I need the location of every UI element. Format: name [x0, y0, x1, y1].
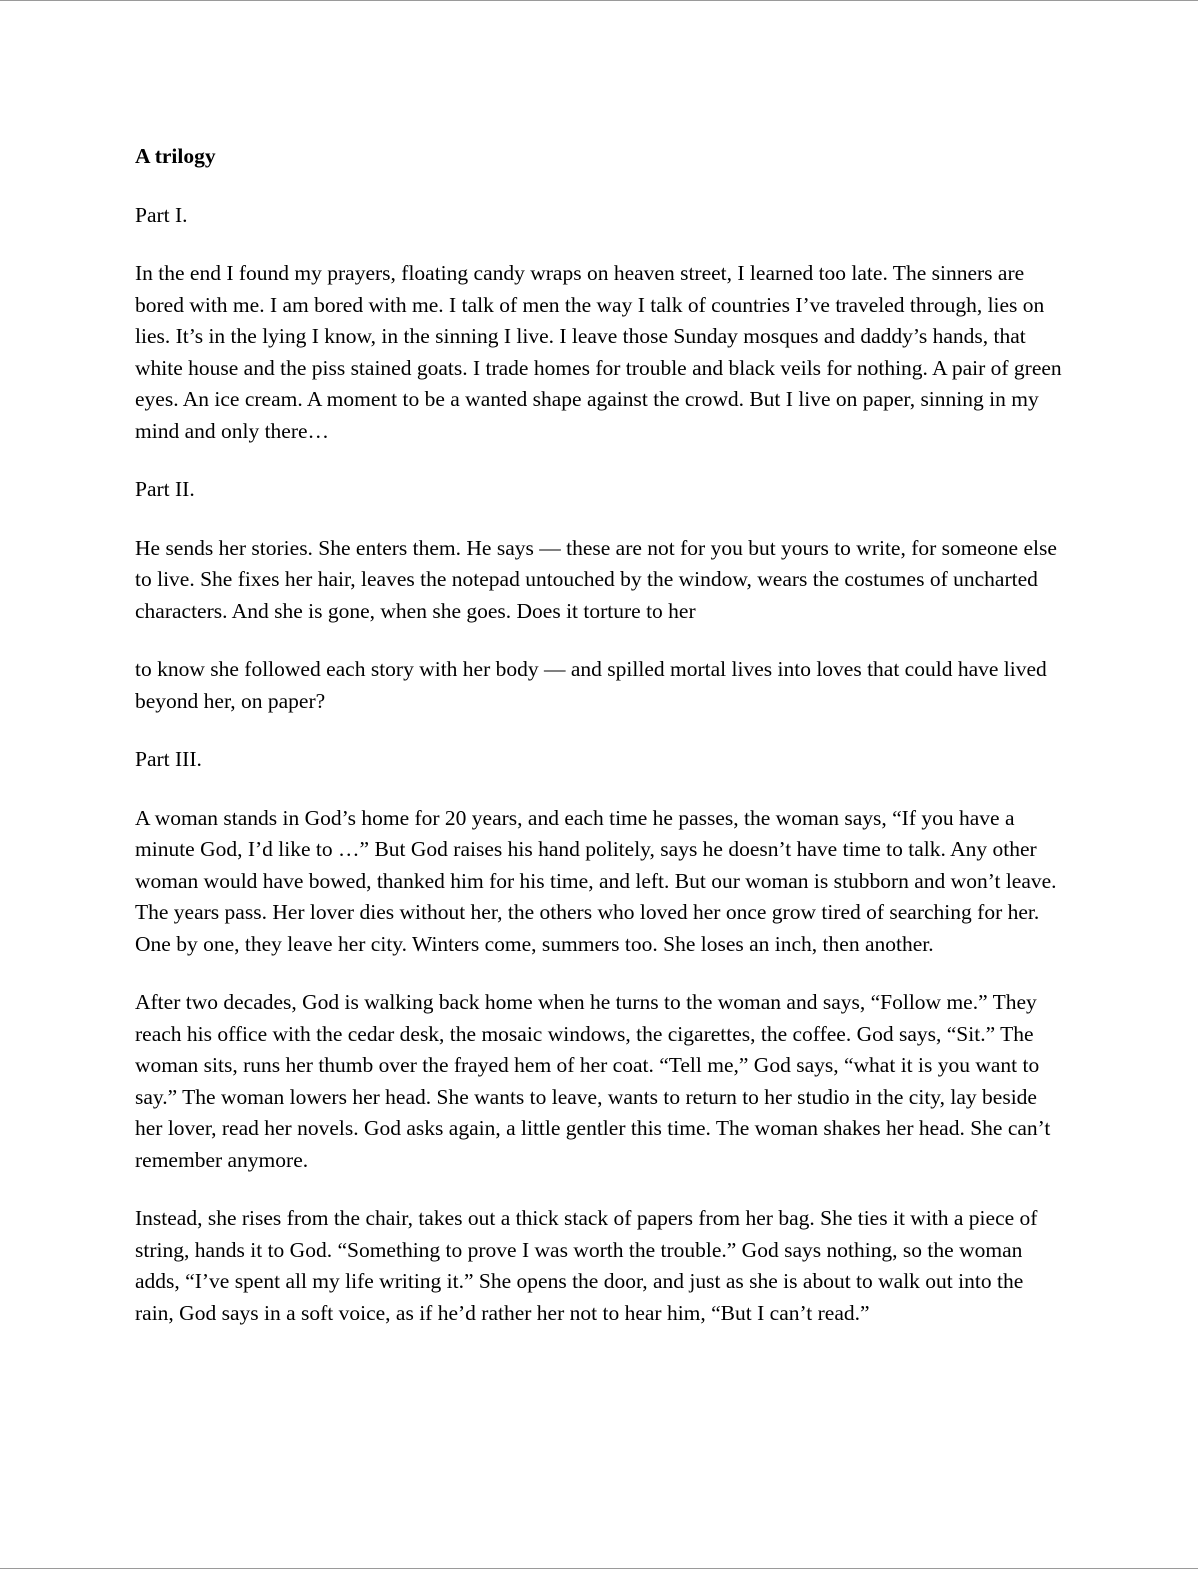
part-2-heading: Part II. — [135, 477, 195, 501]
document-page — [135, 141, 1065, 1356]
part-3-paragraph-3: Instead, she rises from the chair, takes out a thick stack of papers from her bag. She ties it with a piece of string, hands it to God. “Something to prove I was worth the trouble.” God says nothing, so the woman adds, “I’ve spent all my life writing it.” She opens the door, and just as she is about to walk out into the rain, God says in a soft voice, as if he’d rather her not to hear him, “But I can’t read.” — [135, 1206, 1038, 1325]
part-1-heading: Part I. — [135, 202, 188, 227]
document-title: A trilogy — [135, 144, 216, 168]
part-2-paragraph-2: to know she followed each story with her body — and spilled mortal lives into loves that could have lived beyond her, on paper? — [135, 657, 1047, 713]
part-3-paragraph-2: After two decades, God is walking back home when he turns to the woman and says, “Follow me.” They reach his office with the cedar desk, the mosaic windows, the cigarettes, the coffee. God says, “Sit.” The woman sits, runs her thumb over the frayed hem of her coat. “Tell me,” God says, “what it is you want to say.” The woman lowers her head. She wants to leave, wants to return to her studio in the city, lay beside her lover, read her novels. God asks again, a little gentler this time. The woman shakes her head. She can’t remember anymore. — [135, 990, 1051, 1172]
part-2-paragraph-1: He sends her stories. She enters them. He says — these are not for you but yours to write, for someone else to live. She fixes her hair, leaves the notepad untouched by the window, wears the costumes of uncharted characters. And she is gone, when she goes. Does it torture to her — [135, 535, 1057, 623]
page-top-edge — [0, 0, 1198, 1]
part-1-paragraph-1: In the end I found my prayers, floating candy wraps on heaven street, I learned too late. The sinners are bored with me. I am bored with me. I talk of men the way I talk of countries I’ve traveled through, lies on lies. It’s in the lying I know, in the sinning I live. I leave those Sunday mosques and daddy’s hands, that white house and the piss stained goats. I trade homes for trouble and black veils for nothing. A pair of green eyes. An ice cream. A moment to be a wanted shape against the crowd. But I live on paper, sinning in my mind and only there… — [135, 261, 1062, 443]
part-3-heading: Part III. — [135, 747, 202, 771]
part-3-paragraph-1: A woman stands in God’s home for 20 years, and each time he passes, the woman says, “If you have a minute God, I’d like to …” But God raises his hand politely, says he doesn’t have time to talk. Any other woman would have bowed, thanked him for his time, and left. But our woman is stubborn and won’t leave. The years pass. Her lover dies without her, the others who loved her once grow tired of searching for her. One by one, they leave her city. Winters come, summers too. She loses an inch, then another. — [135, 805, 1057, 956]
